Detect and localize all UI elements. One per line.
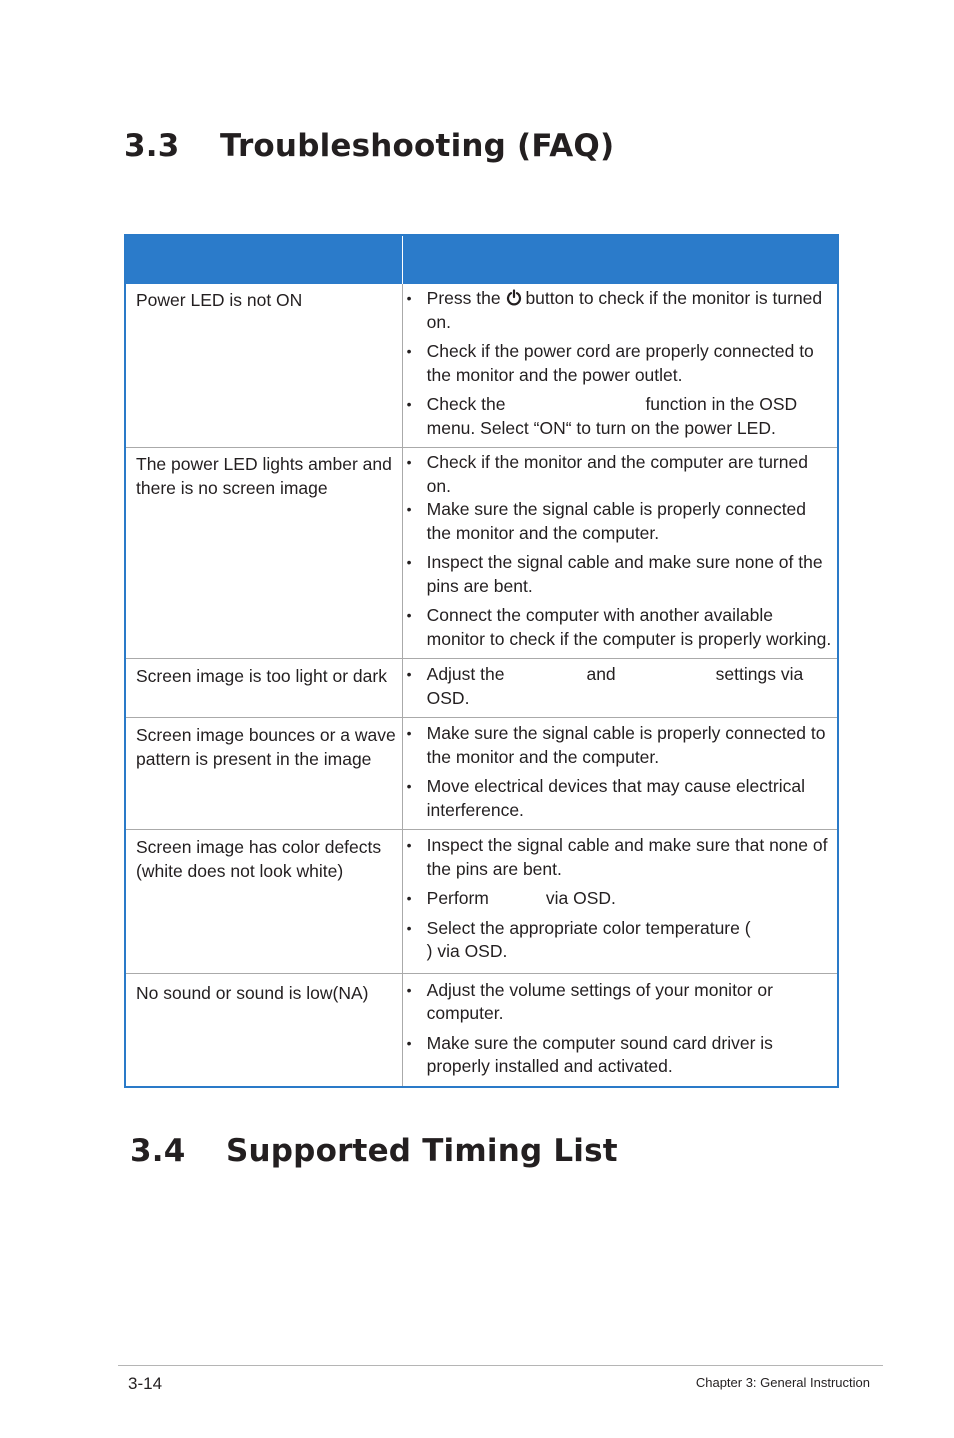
solution-item: • Check if the monitor and the computer are turned on.	[406, 452, 808, 496]
problem-cell	[125, 973, 402, 1087]
problem-text: Power LED is not ON	[136, 290, 303, 310]
solution-cell	[402, 284, 838, 448]
solution-list	[405, 834, 833, 964]
solution-item: • Make sure the computer sound card driver is properly installed and activated.	[406, 1032, 773, 1076]
solution-item: • Make sure the signal cable is properly connected the monitor and the computer.	[406, 499, 807, 543]
solution-text: settings via OSD.	[426, 664, 804, 708]
solution-item: • Adjust the and settings via OSD.	[406, 664, 804, 708]
solution-item: • Inspect the signal cable and make sure none of the pins are bent.	[406, 552, 823, 596]
problem-cell	[125, 284, 402, 448]
solution-text: ) via OSD.	[426, 941, 508, 961]
solution-list	[405, 979, 833, 1079]
solution-text: Check if the power cord are properly connected to the monitor and the power outlet.	[426, 341, 814, 385]
solution-text: Check the	[426, 394, 506, 414]
footer-divider	[118, 1365, 883, 1366]
solution-cell	[402, 830, 838, 974]
solution-item: • Check the function in the OSD menu. Select “ON“ to turn on the power LED.	[406, 394, 798, 438]
solution-text: button to check if the monitor is turned on.	[426, 288, 823, 332]
solution-list	[405, 722, 833, 822]
solution-item: • Inspect the signal cable and make sure that none of the pins are bent.	[406, 835, 828, 879]
solution-text: Move electrical devices that may cause electrical interference.	[426, 776, 805, 820]
solution-text: Connect the computer with another available monitor to check if the computer is properly working.	[426, 605, 832, 649]
solution-list	[405, 663, 833, 710]
solution-item: • Connect the computer with another available monitor to check if the computer is properly working.	[406, 605, 832, 649]
solution-text: Perform	[426, 888, 489, 908]
problem-cell	[125, 659, 402, 718]
solution-column-header	[402, 235, 838, 284]
table-row	[125, 973, 838, 1087]
solution-cell	[402, 718, 838, 830]
problem-text: Screen image has color defects (white does not look white)	[136, 837, 382, 881]
solution-text: Make sure the signal cable is properly connected to the monitor and the computer.	[426, 723, 826, 767]
section-number: 3.3	[124, 128, 180, 164]
problem-text: No sound or sound is low(NA)	[136, 982, 369, 1003]
solution-text: Inspect the signal cable and make sure that none of the pins are bent.	[426, 835, 828, 879]
section-heading-timing-list	[130, 1133, 618, 1169]
chapter-label: Chapter 3: General Instruction	[695, 1375, 870, 1390]
solution-item: • Check if the power cord are properly connected to the monitor and the power outlet.	[406, 341, 814, 385]
solution-text: Inspect the signal cable and make sure none of the pins are bent.	[426, 552, 823, 596]
table-row	[125, 718, 838, 830]
table-row	[125, 659, 838, 718]
solution-cell	[402, 659, 838, 718]
solution-item: • Move electrical devices that may cause electrical interference.	[406, 776, 805, 820]
solution-text: Adjust the volume settings of your monitor or computer.	[426, 979, 773, 1023]
page-number: 3-14	[128, 1374, 163, 1393]
section-number: 3.4	[130, 1133, 186, 1169]
power-icon	[506, 289, 522, 306]
table-row	[125, 284, 838, 448]
table-row	[125, 448, 838, 659]
solution-cell	[402, 448, 838, 659]
section-heading-troubleshooting	[124, 128, 614, 164]
solution-text: and	[586, 664, 616, 684]
problem-text: Screen image bounces or a wave pattern is present in the image	[136, 725, 396, 769]
table-row	[125, 830, 838, 974]
problem-cell	[125, 718, 402, 830]
solution-text: Make sure the signal cable is properly connected the monitor and the computer.	[426, 499, 807, 543]
solution-item: • Perform via OSD.	[406, 888, 616, 908]
table-header-row	[125, 235, 838, 284]
troubleshooting-table	[124, 234, 839, 1088]
solution-cell	[402, 973, 838, 1087]
solution-text: Check if the monitor and the computer are turned on.	[426, 452, 808, 496]
problem-cell	[125, 448, 402, 659]
problem-text: Screen image is too light or dark	[136, 666, 387, 686]
solution-item: • Make sure the signal cable is properly connected to the monitor and the computer.	[406, 723, 826, 767]
solution-text: Adjust the	[426, 664, 505, 684]
solution-text: function in the OSD menu. Select “ON“ to turn on the power LED.	[426, 394, 798, 438]
solution-list	[405, 287, 833, 440]
solution-text: Select the appropriate color temperature (	[426, 917, 751, 938]
problem-cell	[125, 830, 402, 974]
solution-text: Make sure the computer sound card driver is properly installed and activated.	[426, 1032, 773, 1076]
problem-column-header	[125, 235, 402, 284]
solution-item: • Select the appropriate color temperature () via OSD.	[406, 917, 751, 961]
solution-list	[405, 451, 833, 651]
problem-text: The power LED lights amber and there is no screen image	[136, 454, 392, 498]
solution-item: • Adjust the volume settings of your monitor or computer.	[406, 979, 773, 1023]
section-title: Supported Timing List	[226, 1133, 618, 1169]
section-title: Troubleshooting (FAQ)	[220, 128, 615, 164]
solution-item: • Press the button to check if the monitor is turned on.	[406, 288, 823, 332]
solution-text: via OSD.	[545, 888, 616, 908]
solution-text: Press the	[426, 288, 501, 308]
